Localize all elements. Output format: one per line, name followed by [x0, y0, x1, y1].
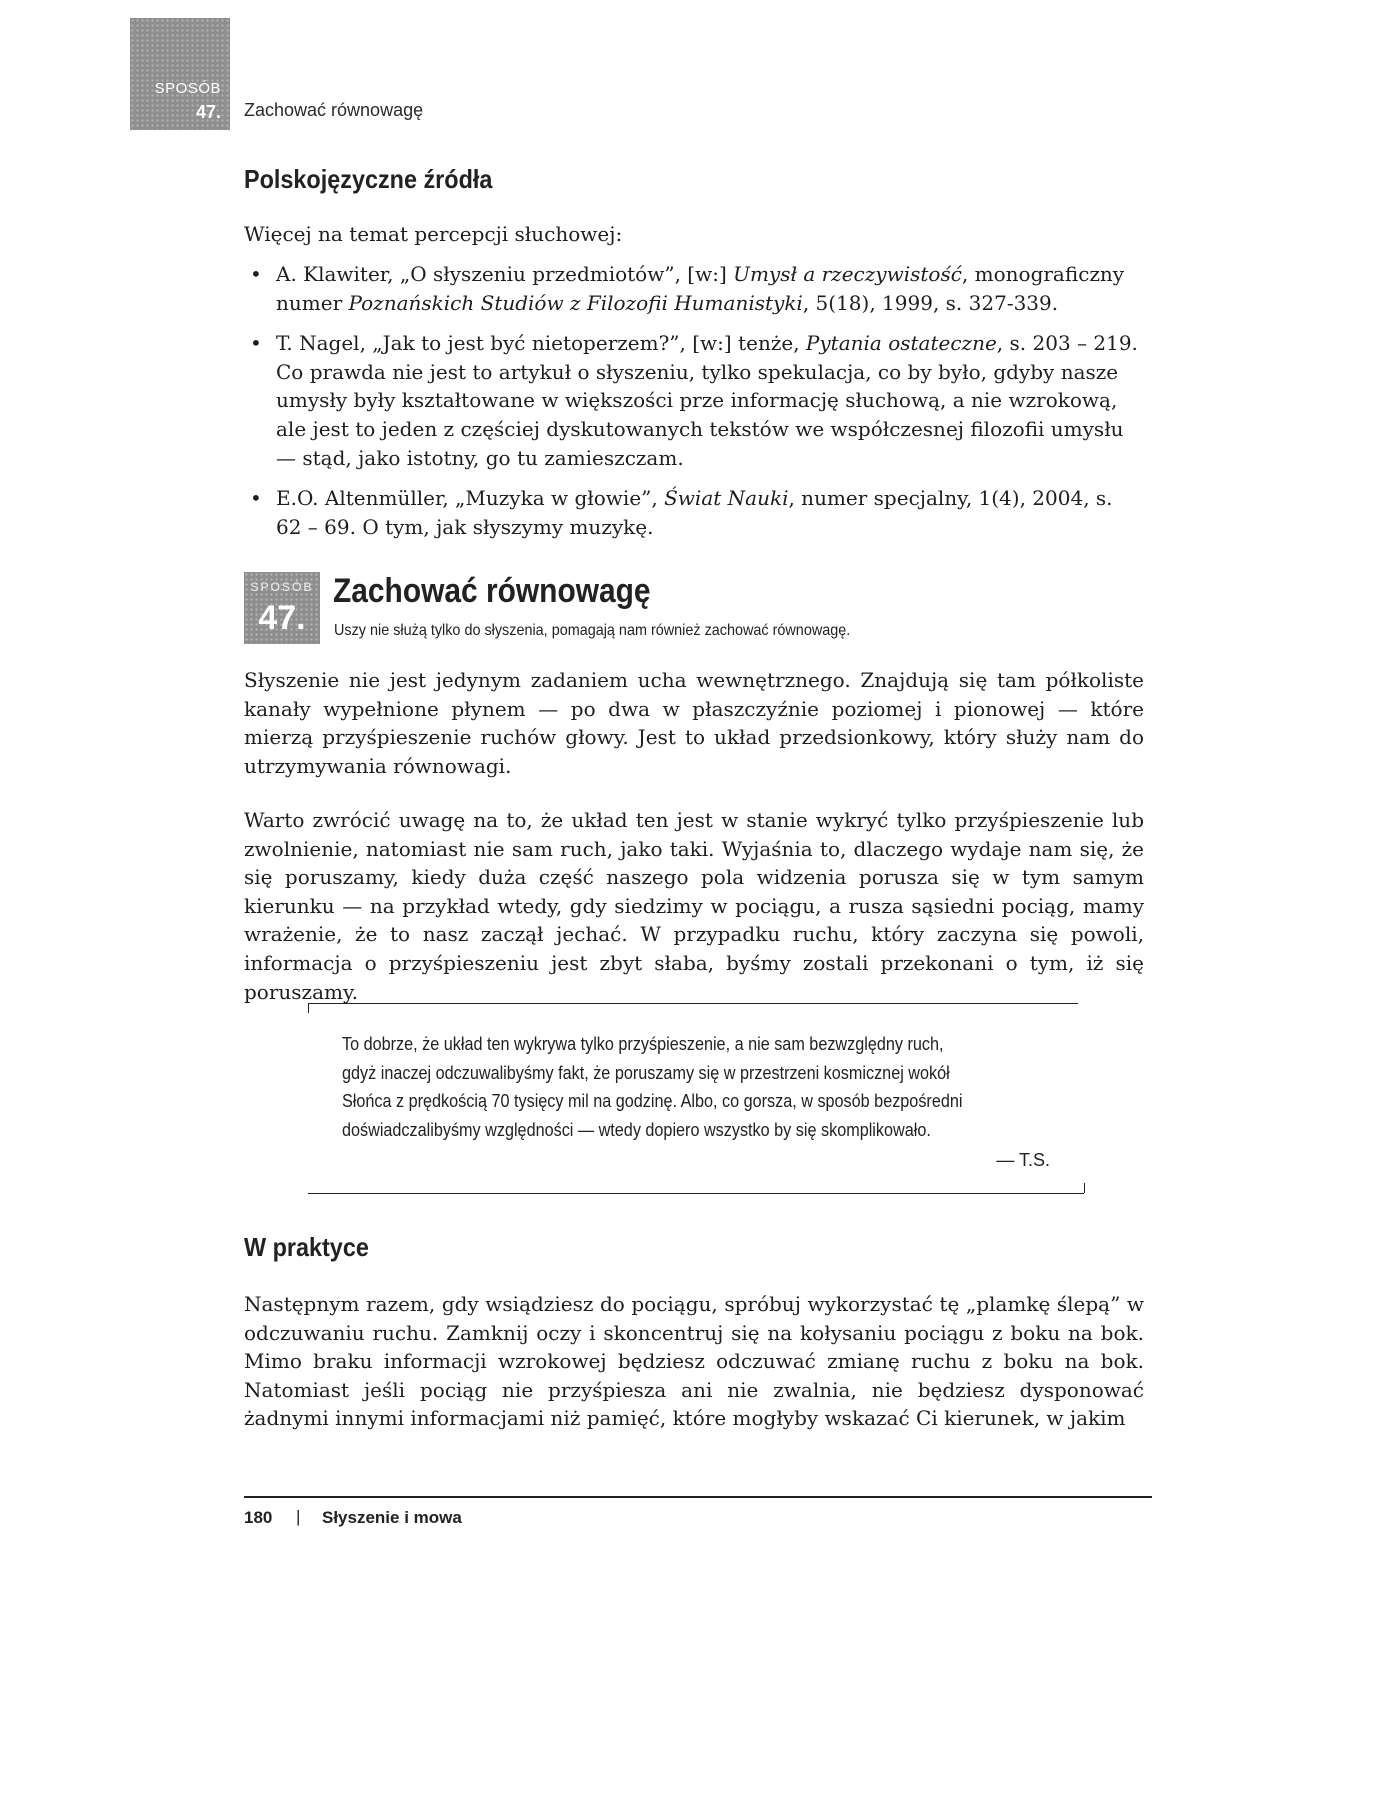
- hack-badge-number: 47.: [258, 599, 306, 637]
- ref-text: , s. 203 – 219. Co prawda nie jest to artykuł o słyszeniu, tylko spekulacja, co by było, gdyby nasze umysły były kształtowane w większości prze informację słuchową, a nie wzrokową, ale jest to jeden z częściej dyskutowanych tekstów we współczesnej filozofii umysłu — stąd, jako istotny, go tu zamieszczam.: [276, 331, 1138, 470]
- ref-title: Pytania ostateczne: [805, 331, 997, 356]
- sources-heading: Polskojęzyczne źródła: [244, 164, 493, 194]
- hack-badge-word: SPOSÓB: [250, 580, 314, 594]
- ref-text: , 5(18), 1999, s. 327-339.: [802, 290, 1059, 315]
- ref-text: A. Klawiter, „O słyszeniu przedmiotów”, [w:]: [276, 262, 734, 286]
- quote-line: To dobrze, że układ ten wykrywa tylko przyśpieszenie, a nie sam bezwzględny ruch,: [342, 1034, 944, 1054]
- quote-bottom-rule: [308, 1193, 1084, 1194]
- ref-title: Umysł a rzeczywistość: [733, 262, 962, 286]
- footer-separator: |: [296, 1507, 301, 1526]
- practice-heading: W praktyce: [244, 1232, 369, 1262]
- quote-top-tick: [308, 1003, 309, 1013]
- page-number: 180: [244, 1508, 273, 1527]
- ref-journal: Poznańskich Studiów z Filozofii Humanistyki: [348, 290, 803, 315]
- practice-paragraph: Następnym razem, gdy wsiądziesz do pociągu, spróbuj wykorzystać tę „plamkę ślepą” w odczuwaniu ruchu. Zamknij oczy i skoncentruj się na kołysaniu pociągu z boku na bok. Mimo braku informacji wzrokowej będziesz odczuwać zmianę ruchu z boku na bok. Natomiast jeśli pociąg nie przyśpiesza ani nie zwalnia, nie będziesz dysponować żadnymi innymi informacjami niż pamięć, które mogłyby wskazać Ci kierunek, w jakim: [244, 1292, 1144, 1431]
- list-item: [244, 260, 1144, 317]
- ref-text: E.O. Altenmüller, „Muzyka w głowie”,: [276, 486, 665, 511]
- list-item: [244, 484, 1144, 541]
- hack-title: Zachować równowagę: [333, 572, 651, 610]
- hack-badge: [244, 572, 320, 644]
- badge-number: 47.: [195, 102, 221, 122]
- quote-top-rule: [308, 1003, 1078, 1004]
- running-header-title: Zachować równowagę: [244, 100, 424, 120]
- sources-list: [244, 260, 1144, 553]
- hack-subtitle: Uszy nie służą tylko do słyszenia, pomagają nam również zachować równowagę.: [334, 622, 851, 639]
- ref-text: , numer specjalny, 1(4), 2004, s. 62 – 69. O tym, jak słyszymy muzykę.: [276, 486, 1113, 539]
- quote-bottom-tick: [1084, 1183, 1085, 1193]
- ref-title: Świat Nauki: [664, 486, 789, 511]
- quote-text: [342, 1030, 1008, 1144]
- quote-line: Słońca z prędkością 70 tysięcy mil na godzinę. Albo, co gorsza, w sposób bezpośredni: [342, 1091, 963, 1111]
- running-header-badge: [130, 18, 230, 130]
- quote-signature: — T.S.: [996, 1150, 1050, 1170]
- ref-text: T. Nagel, „Jak to jest być nietoperzem?”, [w:] tenże,: [276, 331, 806, 356]
- body-paragraph-2: Warto zwrócić uwagę na to, że układ ten jest w stanie wykryć tylko przyśpieszenie lub zwolnienie, natomiast nie sam ruch, jako taki. Wyjaśnia to, dlaczego wydaje nam się, że się poruszamy, kiedy duża część naszego pola widzenia porusza się w tym samym kierunku — na przykład wtedy, gdy siedzimy w pociągu, a rusza sąsiedni pociąg, mamy wrażenie, że to nasz zaczął jechać. W przypadku ruchu, który zaczyna się powoli, informacja o przyśpieszeniu jest zbyt słaba, byśmy zostali przekonani o tym, iż się poruszamy.: [244, 808, 1144, 1004]
- ref-text: , monograficzny numer: [276, 262, 1125, 315]
- quote-line: doświadczalibyśmy względności — wtedy dopiero wszystko by się skomplikowało.: [342, 1119, 931, 1140]
- quote-line: gdyż inaczej odczuwalibyśmy fakt, że poruszamy się w przestrzeni kosmicznej wokół: [342, 1062, 950, 1083]
- badge-word: SPOSÓB: [154, 80, 221, 97]
- list-item: [244, 329, 1144, 472]
- footer-rule: [244, 1496, 1152, 1498]
- chapter-title: Słyszenie i mowa: [322, 1508, 462, 1527]
- body-paragraph-1: Słyszenie nie jest jedynym zadaniem ucha wewnętrznego. Znajdują się tam półkoliste kanały wypełnione płynem — po dwa w płaszczyźnie poziomej i pionowej — które mierzą przyśpieszenie ruchów głowy. Jest to układ przedsionkowy, który służy nam do utrzymywania równowagi.: [244, 668, 1144, 778]
- sources-intro: Więcej na temat percepcji słuchowej:: [244, 222, 623, 246]
